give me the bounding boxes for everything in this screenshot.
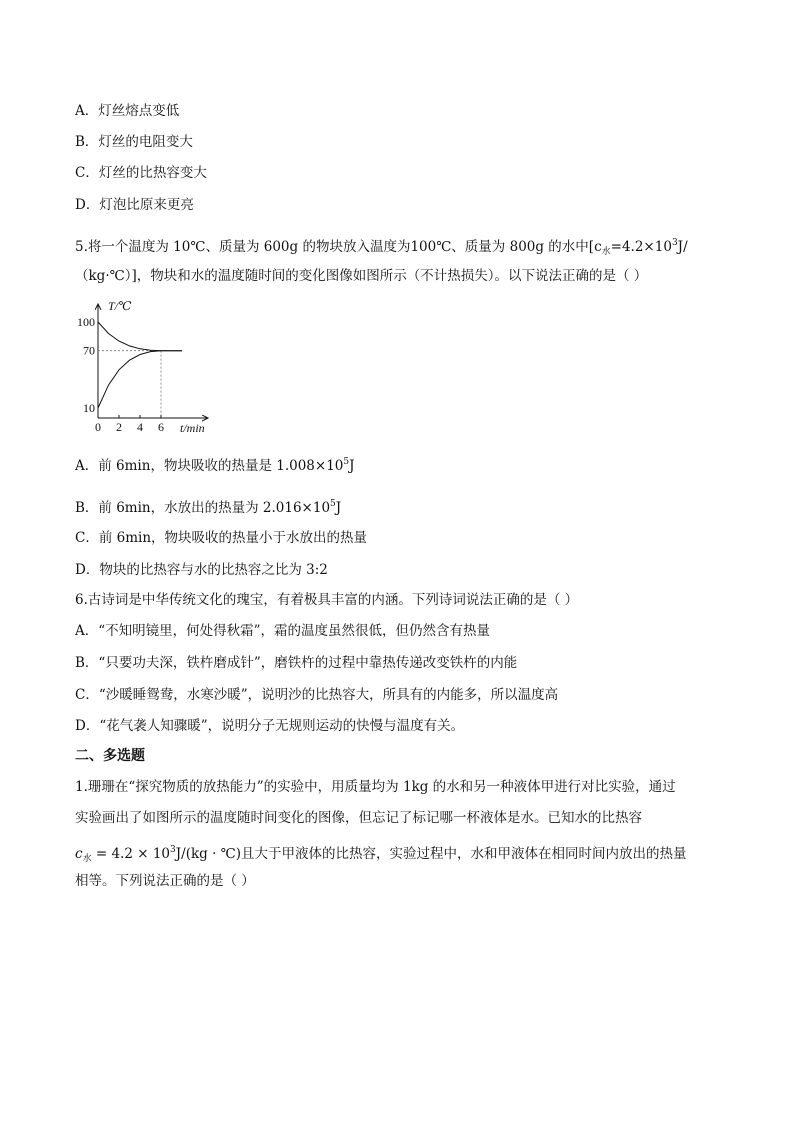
s2-sup: 3 — [170, 845, 176, 855]
q5-stem-text-b: =4.2×10 — [610, 239, 672, 255]
chart-curves — [98, 322, 182, 408]
x-axis-label: t/min — [180, 421, 205, 435]
q5-stem-sub: 水 — [601, 247, 611, 257]
q6-option-c: C．“沙暖睡鸳鸯，水寒沙暖”，说明沙的比热容大，所具有的内能多，所以温度高 — [75, 687, 559, 703]
s2-eq: = 4.2 × 10 — [91, 846, 171, 862]
q5-option-d: D．物块的比热容与水的比热容之比为 3:2 — [75, 562, 328, 578]
q6-option-d: D．“花气袭人知骤暖”，说明分子无规则运动的快慢与温度有关。 — [75, 718, 465, 734]
s2-c-sub: 水 — [82, 854, 92, 864]
q4-option-c: C．灯丝的比热容变大 — [75, 165, 207, 181]
s2-q1-line3 — [75, 840, 687, 869]
q4-option-a: A．灯丝熔点变低 — [75, 103, 180, 119]
y-tick-label: 100 — [77, 315, 95, 329]
s2-q1-line4: 相等。下列说法正确的是（ ） — [75, 873, 255, 889]
chart-axes — [98, 304, 208, 418]
y-tick-label: 70 — [83, 343, 95, 358]
q5-option-b — [75, 494, 341, 518]
q5-stem-text-c: J/ — [677, 239, 688, 255]
chart-ticks — [77, 315, 164, 434]
temperature-time-chart — [72, 296, 220, 436]
q5-option-c: C．前 6min，物块吸收的热量小于水放出的热量 — [75, 530, 368, 546]
q5-stem-line2: （kg·℃）]，物块和水的温度随时间的变化图像如图所示（不计热损失）。以下说法正确的是（ ） — [75, 268, 648, 284]
s2-q1-line2: 实验画出了如图所示的温度随时间变化的图像，但忘记了标记哪一杯液体是水。已知水的比热容 — [75, 810, 642, 826]
x-tick-label: 0 — [95, 420, 101, 434]
s2-q1-line1: 1.珊珊在“探究物质的放热能力”的实验中，用质量均为 1kg 的水和另一种液体甲进行对比实验，通过 — [75, 779, 676, 795]
q5-option-b-text: B．前 6min，水放出的热量为 2.016×10 — [75, 500, 331, 516]
series-line-water — [98, 322, 182, 351]
y-tick-label: 10 — [83, 401, 95, 415]
q6-stem: 6.古诗词是中华传统文化的瑰宝，有着极具丰富的内涵。下列诗词说法正确的是（ ） — [75, 592, 579, 608]
s2-rest: 且大于甲液体的比热容，实验过程中，水和甲液体在相同时间内放出的热量 — [241, 846, 687, 862]
x-tick-label: 2 — [116, 420, 122, 434]
x-tick-label: 4 — [137, 420, 143, 434]
q5-stem-text-a: 5.将一个温度为 10℃、质量为 600g 的物块放入温度为100℃、质量为 800g 的水中[c — [75, 239, 602, 255]
q6-option-a: A．“不知明镜里，何处得秋霜”，霜的温度虽然很低，但仍然含有热量 — [75, 623, 491, 639]
q5-stem-line1 — [75, 233, 688, 262]
q6-option-b: B．“只要功夫深，铁杵磨成针”，磨铁杵的过程中靠热传递改变铁杵的内能 — [75, 655, 518, 671]
q5-stem-sup: 3 — [671, 238, 678, 248]
series-line-block — [98, 351, 182, 408]
s2-c-symbol: c — [75, 846, 83, 862]
s2-unit: J/(kg · ℃) — [175, 846, 242, 862]
section-heading: 二、多选题 — [75, 748, 145, 764]
q5-option-b-unit: J — [335, 500, 342, 516]
q5-option-b-sup: 5 — [330, 499, 336, 509]
y-axis-label: T/℃ — [108, 299, 132, 313]
x-tick-label: 6 — [158, 420, 164, 434]
q4-option-d: D．灯泡比原来更亮 — [75, 197, 194, 213]
q5-option-a-text: A．前 6min，物块吸收的热量是 1.008×10 — [75, 458, 344, 474]
q4-option-b: B．灯丝的电阻变大 — [75, 134, 193, 150]
q5-option-a-sup: 5 — [343, 457, 350, 467]
q5-option-a — [75, 452, 355, 476]
q5-option-a-unit: J — [349, 458, 355, 474]
